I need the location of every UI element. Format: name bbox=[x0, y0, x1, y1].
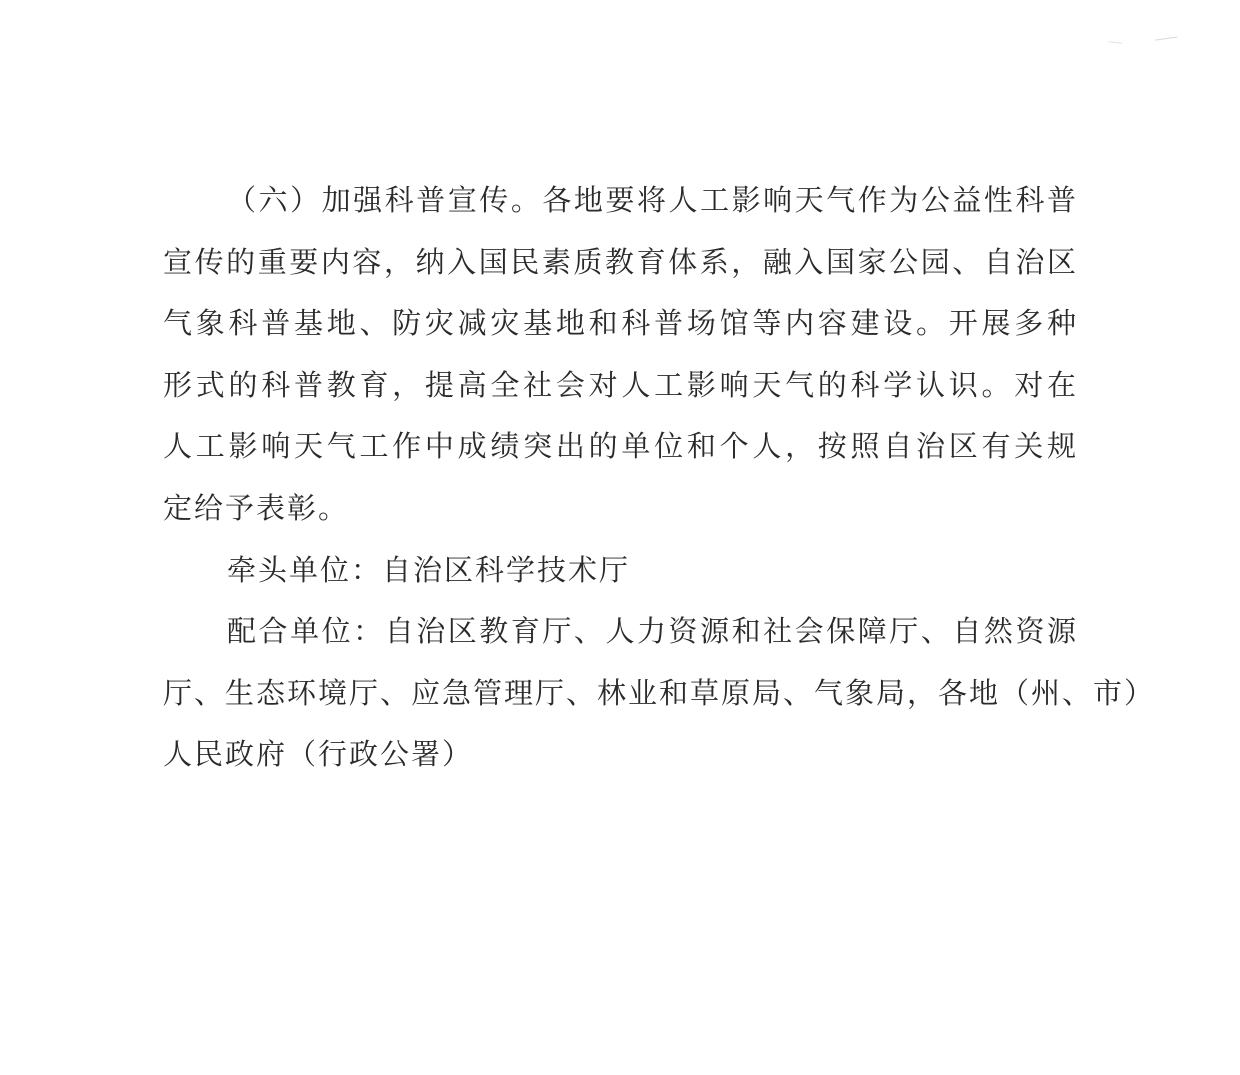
text-line: 定给予表彰。 bbox=[163, 490, 350, 525]
text-line: 配合单位：自治区教育厅、人力资源和社会保障厅、自然资源 bbox=[227, 614, 1078, 649]
scan-artifact bbox=[1155, 37, 1178, 51]
text-line: 形式的科普教育，提高全社会对人工影响天气的科学认识。对在 bbox=[163, 367, 1078, 402]
scan-artifact bbox=[1108, 41, 1123, 49]
text-line: 厅、生态环境厅、应急管理厅、林业和草原局、气象局，各地（州、市） bbox=[163, 675, 1156, 710]
lead-unit-line: 牵头单位：自治区科学技术厅 bbox=[227, 552, 631, 587]
text-line: （六）加强科普宣传。各地要将人工影响天气作为公益性科普 bbox=[227, 183, 1078, 217]
document-body bbox=[163, 170, 1156, 786]
lead-unit-paragraph bbox=[163, 540, 1078, 602]
text-line: 人民政府（行政公署） bbox=[163, 737, 474, 772]
cooperating-units-paragraph bbox=[163, 601, 1156, 786]
text-line: 人工影响天气工作中成绩突出的单位和个人，按照自治区有关规 bbox=[163, 429, 1078, 464]
text-line: 气象科普基地、防灾减灾基地和科普场馆等内容建设。开展多种 bbox=[163, 306, 1078, 341]
text-line: 宣传的重要内容，纳入国民素质教育体系，融入国家公园、自治区 bbox=[163, 244, 1078, 279]
paragraph-science-popularization bbox=[163, 170, 1078, 540]
